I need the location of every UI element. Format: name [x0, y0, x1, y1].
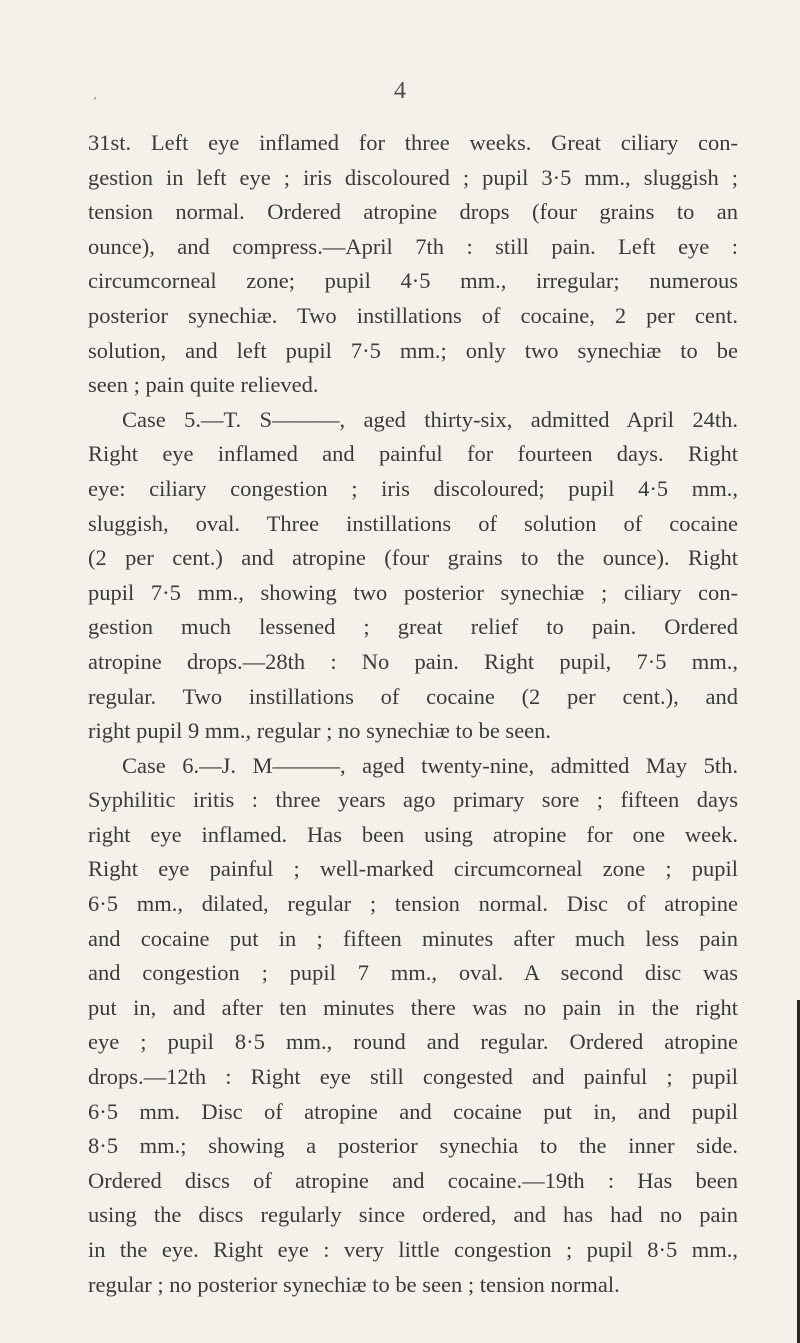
text-line: Ordered discs of atropine and cocaine.—19th : Has been	[88, 1167, 738, 1193]
text-line: Right eye inflamed and painful for fourteen days. Right	[88, 441, 738, 467]
text-line: circumcorneal zone; pupil 4·5 mm., irregular; numerous	[88, 268, 738, 294]
text-line: pupil 7·5 mm., showing two posterior synechiæ ; ciliary con-	[88, 579, 738, 605]
text-line: drops.—12th : Right eye still congested and painful ; pupil	[88, 1064, 738, 1090]
text-line: regular. Two instillations of cocaine (2 per cent.), and	[88, 683, 738, 709]
text-line: right pupil 9 mm., regular ; no synechiæ to be seen.	[88, 718, 552, 744]
text-line: Syphilitic iritis : three years ago primary sore ; fifteen days	[88, 787, 738, 813]
text-line: regular ; no posterior synechiæ to be seen ; tension normal.	[88, 1271, 620, 1297]
text-line: 31st. Left eye inflamed for three weeks. Great ciliary con-	[88, 130, 738, 155]
text-line: 6·5 mm. Disc of atropine and cocaine put in, and pupil	[88, 1098, 738, 1124]
text-line: 6·5 mm., dilated, regular ; tension normal. Disc of atropine	[88, 891, 738, 917]
text-line: posterior synechiæ. Two instillations of cocaine, 2 per cent.	[88, 302, 738, 328]
text-line: gestion in left eye ; iris discoloured ; pupil 3·5 mm., sluggish ;	[88, 164, 738, 190]
page-number: 4	[394, 78, 406, 104]
text-line: (2 per cent.) and atropine (four grains to the ounce). Right	[88, 545, 738, 571]
text-line: put in, and after ten minutes there was no pain in the right	[88, 994, 738, 1020]
text-line: gestion much lessened ; great relief to pain. Ordered	[88, 614, 738, 640]
text-line: Case 5.—T. S———, aged thirty-six, admitted April 24th.	[122, 406, 738, 432]
text-line: eye ; pupil 8·5 mm., round and regular. Ordered atropine	[88, 1029, 738, 1055]
body-text	[88, 126, 738, 1302]
text-line: using the discs regularly since ordered, and has had no pain	[88, 1202, 738, 1228]
text-line: atropine drops.—28th : No pain. Right pupil, 7·5 mm.,	[88, 648, 738, 674]
text-line: 8·5 mm.; showing a posterior synechia to the inner side.	[88, 1133, 738, 1159]
text-line: solution, and left pupil 7·5 mm.; only two synechiæ to be	[88, 337, 738, 363]
text-line: right eye inflamed. Has been using atropine for one week.	[88, 821, 738, 847]
text-line: Right eye painful ; well-marked circumcorneal zone ; pupil	[88, 856, 738, 882]
text-line: and cocaine put in ; fifteen minutes after much less pain	[88, 925, 738, 951]
text-line: sluggish, oval. Three instillations of solution of cocaine	[88, 510, 738, 536]
text-line: tension normal. Ordered atropine drops (four grains to an	[88, 199, 738, 225]
text-line: eye: ciliary congestion ; iris discoloured; pupil 4·5 mm.,	[88, 475, 738, 501]
text-line: Case 6.—J. M———, aged twenty-nine, admitted May 5th.	[122, 752, 738, 778]
corner-mark: ʼ	[93, 94, 97, 108]
text-line: and congestion ; pupil 7 mm., oval. A second disc was	[88, 960, 738, 986]
text-line: in the eye. Right eye : very little congestion ; pupil 8·5 mm.,	[88, 1237, 738, 1262]
text-line: ounce), and compress.—April 7th : still pain. Left eye :	[88, 233, 738, 259]
text-line: seen ; pain quite relieved.	[88, 372, 319, 398]
